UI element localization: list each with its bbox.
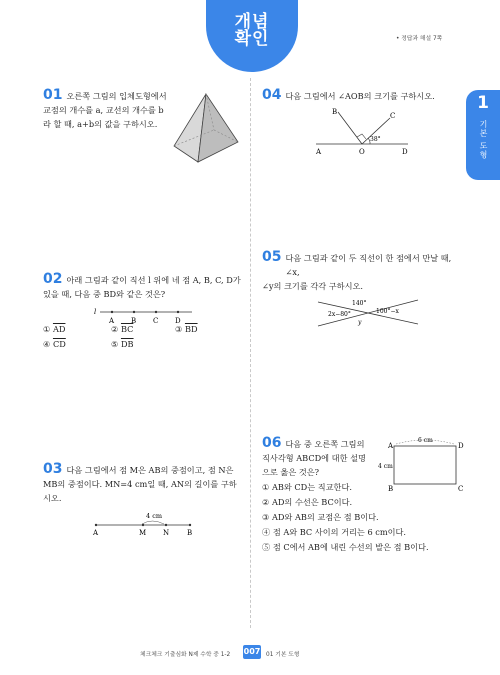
point-label: D: [458, 442, 464, 450]
chapter-number: 1: [477, 93, 489, 113]
right-angle-mark: [357, 134, 366, 139]
choice-mark: ④: [262, 527, 271, 537]
question-number: 02: [43, 271, 63, 287]
angle-label: 140°: [352, 300, 367, 307]
choice-label: $\overline{CD}$: [52, 339, 66, 349]
line-label: l: [94, 308, 97, 316]
footer-book-title: 체크체크 기출심화 N제 수학 중 1-2: [140, 652, 231, 658]
length-label: 4 cm: [378, 463, 393, 470]
question-02: [43, 272, 243, 301]
question-text-line: 다음 그림에서 점 M은 AB의 중점이고, 점 N은: [66, 465, 234, 475]
choice-mark: ③: [262, 512, 270, 522]
choice-mark: ③: [175, 324, 183, 334]
question-text-line: 라 할 때, a+b의 값을 구하시오.: [43, 119, 158, 129]
point-label: C: [390, 112, 396, 120]
question-text-line: 아래 그림과 같이 직선 l 위에 네 점 A, B, C, D가: [66, 275, 241, 285]
question-06: [262, 436, 384, 479]
question-text-line: 교점의 개수를 a, 교선의 개수를 b: [43, 105, 164, 115]
point-label: D: [175, 317, 181, 325]
answer-reference: • 정답과 해설 7쪽: [396, 36, 443, 42]
choice-mark: ②: [262, 497, 270, 507]
point-dot: [165, 524, 167, 526]
rectangle-ABCD: [394, 446, 456, 484]
choice-5[interactable]: [111, 337, 134, 352]
question-03: [43, 462, 243, 505]
choice-3[interactable]: [175, 322, 198, 337]
choice-mark: ⑤: [111, 339, 119, 349]
point-label: A: [316, 148, 322, 156]
question-number: 01: [43, 87, 63, 103]
point-label: B: [131, 317, 137, 325]
point-dot: [95, 524, 97, 526]
pyramid-figure: [168, 90, 244, 166]
point-label: M: [139, 529, 147, 537]
header-title-line1: 개념: [234, 12, 270, 32]
choice-2[interactable]: [262, 495, 462, 510]
point-dot: [189, 524, 191, 526]
question-01: [43, 88, 167, 131]
point-label: B: [332, 108, 338, 116]
point-label: A: [109, 317, 115, 325]
angle-label: 38°: [370, 136, 381, 143]
choice-mark: ①: [262, 482, 270, 492]
point-label: B: [388, 485, 394, 493]
choice-label: $\overline{BD}$: [184, 324, 198, 334]
question-number: 04: [262, 87, 282, 103]
choice-text: AB와 CD는 직교한다.: [271, 482, 352, 492]
length-label: 4 cm: [146, 512, 163, 520]
point-dot: [133, 311, 135, 313]
angle-label: 2x−80°: [328, 311, 351, 318]
choice-text: AD와 AB의 교점은 점 B이다.: [271, 512, 379, 522]
angle-figure: [310, 106, 420, 158]
question-04: [262, 88, 435, 103]
question-text-line: 시오.: [43, 493, 62, 503]
choice-label: $\overline{BC}$: [120, 324, 134, 334]
question-number: 06: [262, 435, 282, 451]
question-text-line: 다음 그림과 같이 두 직선이 한 점에서 만날 때, ∠x,: [285, 253, 452, 277]
question-text-line: 으로 옳은 것은?: [262, 467, 320, 477]
q06-choices: [262, 480, 462, 555]
choice-4[interactable]: [262, 525, 462, 540]
point-dot: [177, 311, 179, 313]
choice-mark: ⑤: [262, 542, 271, 552]
length-label: 6 cm: [418, 437, 433, 444]
point-label: B: [187, 529, 193, 537]
choice-1[interactable]: [262, 480, 462, 495]
question-text-line: 있을 때, 다음 중 BD와 같은 것은?: [43, 289, 166, 299]
point-label: D: [402, 148, 408, 156]
chapter-name: 기본 도형: [479, 120, 488, 160]
question-text-line: 다음 중 오른쪽 그림의: [285, 439, 365, 449]
point-label: O: [359, 148, 365, 156]
choice-text: 점 C에서 AB에 내린 수선의 발은 점 B이다.: [272, 542, 429, 552]
point-dot: [142, 524, 144, 526]
angle-label: 100°−x: [376, 308, 399, 315]
point-label: N: [163, 529, 170, 537]
question-number: 05: [262, 249, 282, 265]
header-title-line2: 확인: [234, 29, 270, 49]
segment-figure-q03: [90, 510, 200, 538]
choice-label: $\overline{DB}$: [120, 339, 134, 349]
question-text-line: MB의 중점이다. MN=4 cm일 때, AN의 길이를 구하: [43, 479, 237, 489]
question-number: 03: [43, 461, 63, 477]
choice-text: 점 A와 BC 사이의 거리는 6 cm이다.: [272, 527, 407, 537]
header-title: [206, 14, 298, 48]
q02-choices: [43, 322, 243, 354]
ray-OB: [338, 112, 362, 144]
choice-mark: ④: [43, 339, 51, 349]
column-divider: [250, 78, 251, 628]
choice-4[interactable]: [43, 337, 66, 352]
point-label: C: [153, 317, 159, 325]
choice-mark: ①: [43, 324, 51, 334]
question-text-line: ∠y의 크기를 각각 구하시오.: [262, 281, 363, 291]
choice-mark: ②: [111, 324, 119, 334]
choice-label: $\overline{AD}$: [52, 324, 66, 334]
point-label: C: [458, 485, 464, 493]
question-text: 다음 그림에서 ∠AOB의 크기를 구하시오.: [285, 91, 435, 101]
question-05: [262, 250, 462, 293]
point-dot: [111, 311, 113, 313]
choice-5[interactable]: [262, 540, 462, 555]
choice-3[interactable]: [262, 510, 462, 525]
question-text-line: 오른쪽 그림의 입체도형에서: [66, 91, 167, 101]
point-dot: [155, 311, 157, 313]
choice-2[interactable]: [111, 322, 133, 337]
choice-text: AD의 수선은 BC이다.: [271, 497, 353, 507]
choice-1[interactable]: [43, 322, 65, 337]
length-bracket: [142, 521, 164, 524]
angle-label: y: [358, 319, 362, 326]
footer-chapter: 01 기본 도형: [266, 652, 300, 658]
point-label: A: [388, 442, 394, 450]
intersecting-lines-figure: [314, 292, 424, 334]
question-text-line: 직사각형 ABCD에 대한 설명: [262, 453, 366, 463]
point-label: A: [93, 529, 99, 537]
page-number: 007: [243, 645, 261, 659]
